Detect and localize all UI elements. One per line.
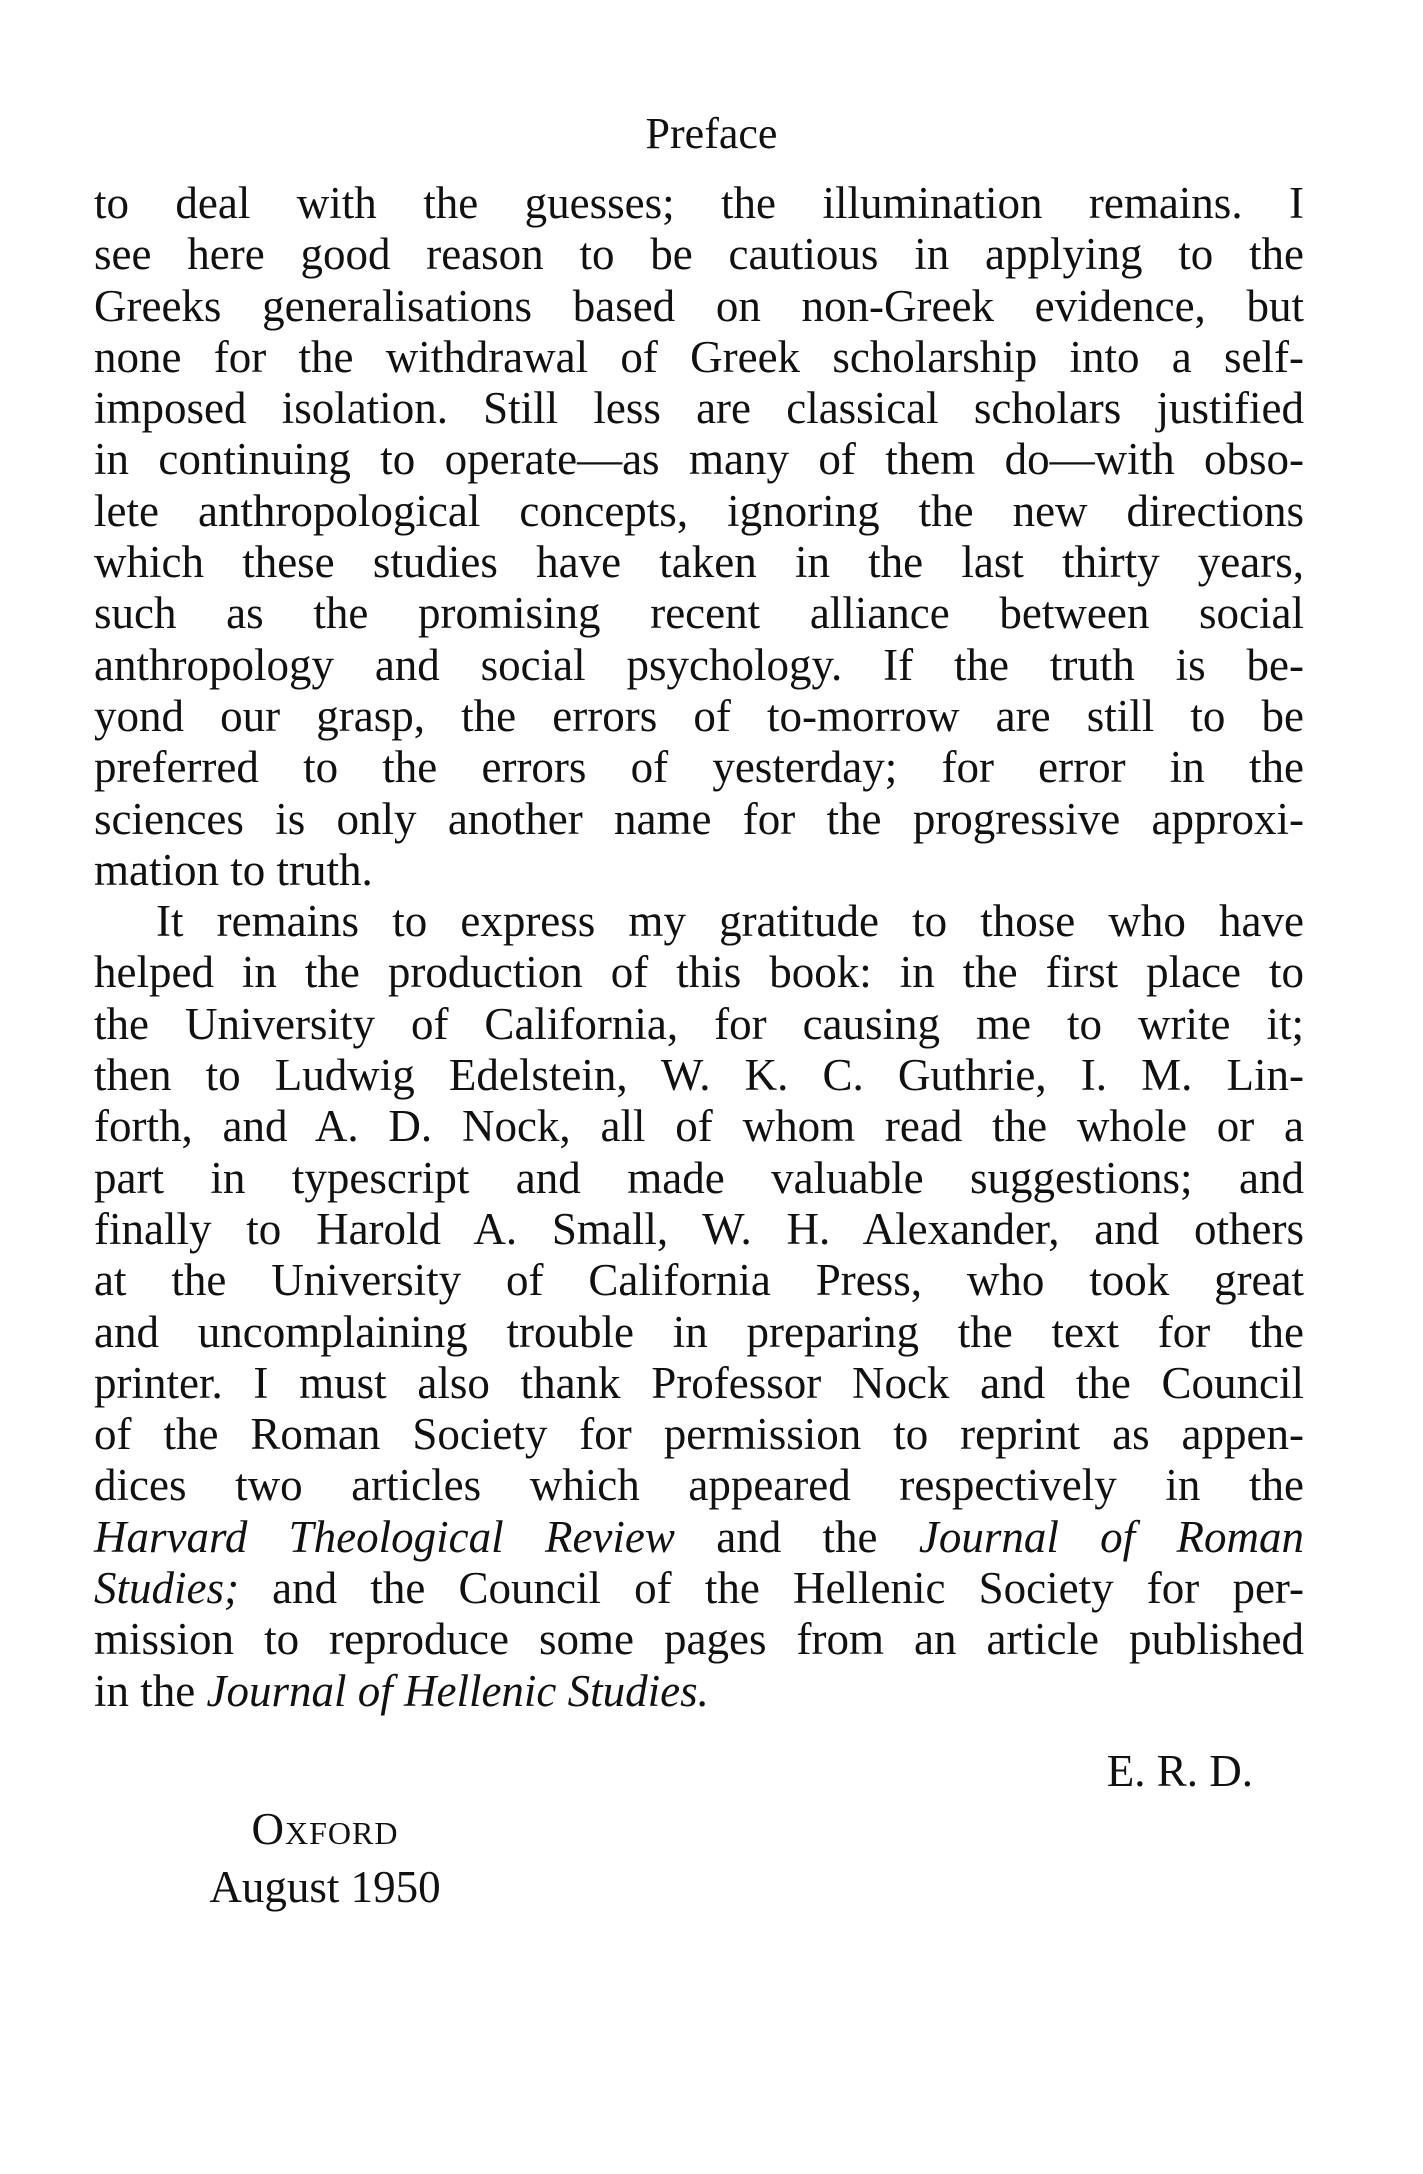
- text-line: anthropology and social psychology. If the truth is be-: [94, 639, 1304, 690]
- text-line: lete anthropological concepts, ignoring the new directions: [94, 485, 1304, 536]
- text-line: It remains to express my gratitude to those who have: [156, 896, 1304, 947]
- text-line: at the University of California Press, who took great: [94, 1255, 1304, 1306]
- text-line: and uncomplaining trouble in preparing the text for the: [94, 1306, 1304, 1357]
- text-line: such as the promising recent alliance between social: [94, 588, 1304, 639]
- title-harvard-theological-review: Harvard Theological Review: [94, 1511, 675, 1562]
- text-line: in continuing to operate—as many of them do—with obso-: [94, 434, 1304, 485]
- text-line: to deal with the guesses; the illumination remains. I: [94, 178, 1304, 228]
- text-line: then to Ludwig Edelstein, W. K. C. Guthrie, I. M. Lin-: [94, 1050, 1304, 1101]
- text-line: forth, and A. D. Nock, all of whom read the whole or a: [94, 1101, 1304, 1152]
- text-line: none for the withdrawal of Greek scholarship into a self-: [94, 331, 1304, 382]
- text-line: preferred to the errors of yesterday; for error in the: [94, 742, 1304, 793]
- title-studies: Studies;: [94, 1563, 239, 1614]
- title-journal-of-hellenic-studies: Journal of Hellenic Studies.: [206, 1665, 709, 1716]
- text-line: yond our grasp, the errors of to-morrow are still to be: [94, 690, 1304, 741]
- paragraph-2: [94, 896, 1304, 1717]
- place-name: Oxford: [251, 1804, 399, 1854]
- text-line: dices two articles which appeared respectively in the: [94, 1460, 1304, 1511]
- text-line: imposed isolation. Still less are classical scholars justified: [94, 383, 1304, 434]
- place-and-date: [190, 1800, 460, 1916]
- text-fragment: in the: [94, 1665, 207, 1716]
- text-line: which these studies have taken in the last thirty years,: [94, 537, 1304, 588]
- text-line: [94, 1563, 1304, 1614]
- running-head: Preface: [645, 109, 778, 158]
- text-line: helped in the production of this book: in the first place to: [94, 947, 1304, 998]
- text-line: of the Roman Society for permission to reprint as appen-: [94, 1409, 1304, 1460]
- author-initials: E. R. D.: [1106, 1746, 1253, 1796]
- text-line: Greeks generalisations based on non-Greek evidence, but: [94, 280, 1304, 331]
- text-line: mation to truth.: [94, 844, 373, 895]
- text-line: see here good reason to be cautious in applying to the: [94, 229, 1304, 280]
- text-fragment: and the Council of the Hellenic Society for per-: [238, 1563, 1304, 1614]
- text-line: part in typescript and made valuable suggestions; and: [94, 1152, 1304, 1203]
- date-line: August 1950: [209, 1862, 441, 1912]
- text-line: the University of California, for causing me to write it;: [94, 998, 1304, 1049]
- text-fragment: and the: [674, 1511, 919, 1562]
- title-journal-of-roman-studies: Journal of Roman: [918, 1511, 1305, 1562]
- paragraph-1: [94, 178, 1304, 896]
- text-line: mission to reproduce some pages from an article published: [94, 1614, 1304, 1665]
- text-line: [94, 1666, 1304, 1717]
- text-line: printer. I must also thank Professor Nock and the Council: [94, 1357, 1304, 1408]
- text-line: finally to Harold A. Small, W. H. Alexander, and others: [94, 1203, 1304, 1254]
- text-line: [94, 1512, 1304, 1563]
- text-line: sciences is only another name for the progressive approxi-: [94, 793, 1304, 844]
- body-text: [94, 178, 1304, 1717]
